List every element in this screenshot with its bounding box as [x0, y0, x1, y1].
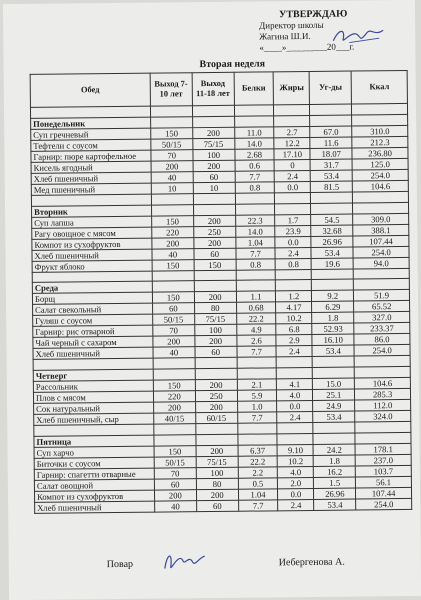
dish-value: 22.2	[238, 456, 278, 467]
empty-cell	[277, 433, 313, 444]
dish-name: Суп харчо	[34, 446, 154, 458]
approval-name: Жагина Ш.И.	[259, 30, 311, 42]
dish-value: 2.4	[277, 412, 313, 423]
dish-value: 327.0	[354, 312, 410, 324]
dish-value: 200	[195, 379, 237, 390]
dish-value: 22.2	[236, 313, 276, 324]
dish-value: 6.8	[276, 324, 312, 335]
empty-cell	[234, 105, 274, 116]
dish-value: 75/15	[193, 138, 235, 149]
dish-value: 40	[152, 248, 194, 259]
empty-cell	[154, 424, 196, 435]
approval-block	[259, 8, 409, 54]
empty-cell	[195, 358, 237, 369]
empty-cell	[235, 193, 275, 204]
dish-name: Гуляш с соусом	[33, 315, 153, 327]
dish-value: 6.37	[238, 445, 278, 456]
dish-value: 285.3	[355, 389, 411, 401]
dish-value: 104.6	[355, 378, 411, 390]
dish-value: 250	[193, 226, 235, 237]
dish-value: 60	[194, 248, 236, 259]
empty-cell	[352, 103, 408, 114]
dish-value: 50/15	[151, 138, 193, 149]
empty-cell	[151, 204, 193, 215]
menu-body	[30, 103, 411, 513]
dish-value: 7.7	[237, 412, 277, 423]
approval-title: УТВЕРЖДАЮ	[278, 8, 348, 21]
empty-cell	[353, 191, 409, 202]
dish-value: 52.93	[312, 323, 354, 334]
empty-cell	[153, 369, 195, 380]
empty-cell	[153, 358, 195, 369]
dish-value: 4.0	[278, 466, 314, 477]
empty-cell	[313, 433, 355, 444]
dish-value: 200	[196, 489, 238, 500]
dish-value: 0.0	[275, 236, 311, 247]
empty-cell	[313, 367, 355, 378]
dish-value: 18.07	[310, 148, 352, 159]
dish-value: 107.44	[356, 487, 412, 499]
dish-value: 11.0	[234, 127, 274, 138]
dish-value: 4.1	[277, 379, 313, 390]
signature-cook-icon	[159, 548, 209, 575]
dish-value: 11.6	[310, 137, 352, 148]
cook-label: Повар	[106, 558, 134, 571]
dish-value: 200	[154, 490, 196, 501]
column-header: Уг-ды	[309, 71, 351, 104]
dish-value: 1.8	[314, 455, 356, 466]
dish-value: 0	[274, 159, 310, 170]
dish-name: Гарнир: рис отварной	[33, 326, 153, 338]
dish-value: 4.9	[236, 324, 276, 335]
dish-value: 7.7	[235, 171, 275, 182]
dish-value: 150	[153, 380, 195, 391]
dish-value: 2.7	[274, 126, 310, 137]
dish-value: 150	[154, 446, 196, 457]
empty-cell	[310, 104, 352, 115]
empty-cell	[274, 115, 310, 126]
dish-value: 80	[196, 478, 238, 489]
dish-value: 7.7	[238, 500, 278, 511]
dish-value: 200	[153, 402, 195, 413]
empty-cell	[312, 356, 354, 367]
dish-value: 200	[193, 160, 235, 171]
empty-cell	[192, 105, 234, 116]
empty-cell	[277, 423, 313, 434]
empty-cell	[235, 203, 275, 214]
dish-value: 237.0	[355, 454, 411, 466]
dish-value: 1.0	[237, 401, 277, 412]
dish-value: 80	[194, 303, 236, 314]
empty-cell	[355, 422, 411, 433]
day-name: Пятница	[34, 435, 154, 447]
dish-value: 75/15	[196, 456, 238, 467]
dish-value: 200	[193, 215, 235, 226]
column-header: Выход 11-18 лет	[192, 72, 234, 105]
dish-value: 2.4	[275, 170, 311, 181]
dish-value: 70	[154, 468, 196, 479]
dish-value: 60	[193, 171, 235, 182]
dish-value: 200	[151, 160, 193, 171]
dish-value: 10.2	[278, 455, 314, 466]
empty-cell	[275, 203, 311, 214]
dish-value: 70	[153, 325, 195, 336]
dish-value: 254.0	[352, 169, 408, 181]
empty-cell	[193, 193, 235, 204]
dish-value: 14.0	[235, 225, 275, 236]
dish-value: 200	[153, 336, 195, 347]
dish-value: 67.0	[310, 126, 352, 137]
dish-value: 16.2	[314, 466, 356, 477]
dish-value: 4.0	[277, 390, 313, 401]
dish-value: 53.4	[313, 411, 355, 422]
dish-value: 112.0	[355, 400, 411, 412]
dish-value: 212.3	[352, 136, 408, 148]
empty-cell	[311, 192, 353, 203]
dish-value: 100	[194, 325, 236, 336]
dish-value: 94.0	[353, 257, 409, 269]
empty-cell	[313, 422, 355, 433]
dish-value: 86.0	[354, 334, 410, 346]
column-header: Обед	[30, 73, 150, 107]
dish-value: 200	[194, 237, 236, 248]
empty-cell	[237, 357, 277, 368]
dish-value: 220	[153, 391, 195, 402]
empty-cell	[194, 270, 236, 281]
dish-value: 150	[151, 215, 193, 226]
dish-value: 0.0	[277, 401, 313, 412]
dish-value: 60	[196, 500, 238, 511]
dish-name: Суп лапша	[32, 216, 152, 228]
empty-cell	[355, 432, 411, 444]
dish-value: 2.2	[238, 467, 278, 478]
dish-value: 0.0	[275, 181, 311, 192]
dish-value: 50/15	[154, 457, 196, 468]
dish-value: 7.7	[236, 247, 276, 258]
dish-value: 100	[196, 467, 238, 478]
empty-cell	[152, 270, 194, 281]
dish-value: 31.7	[310, 159, 352, 170]
empty-cell	[154, 435, 196, 446]
dish-value: 54.5	[311, 214, 353, 225]
dish-name: Мед пшеничный	[31, 183, 151, 195]
dish-value: 26.96	[311, 236, 353, 247]
dish-value: 7.7	[237, 346, 277, 357]
dish-value: 254.0	[353, 246, 409, 258]
dish-value: 22.3	[235, 214, 275, 225]
dish-value: 200	[196, 445, 238, 456]
empty-cell	[234, 116, 274, 127]
dish-value: 10.2	[276, 313, 312, 324]
dish-value: 107.44	[353, 235, 409, 247]
dish-value: 40	[151, 171, 193, 182]
day-name: Четверг	[33, 369, 153, 381]
dish-name: Компот из сухофруктов	[34, 490, 154, 502]
dish-value: 60/15	[195, 412, 237, 423]
dish-value: 81.5	[311, 181, 353, 192]
dish-value: 70	[151, 149, 193, 160]
column-header: Ккал	[351, 70, 407, 104]
dish-value: 15.0	[313, 378, 355, 389]
dish-name: Гарнир: пюре картофельное	[31, 150, 151, 162]
dish-value: 40	[153, 347, 195, 358]
day-name: Понедельник	[31, 117, 151, 129]
dish-value: 103.7	[355, 465, 411, 477]
empty-cell	[237, 423, 277, 434]
empty-cell	[193, 204, 235, 215]
dish-name: Салат овощной	[34, 479, 154, 491]
empty-cell	[276, 269, 312, 280]
dish-value: 1.5	[314, 477, 356, 488]
column-header: Жиры	[274, 71, 310, 104]
dish-name: Борщ	[32, 293, 152, 305]
dish-name: Фрукт яблоко	[32, 260, 152, 272]
dish-value: 12.2	[274, 137, 310, 148]
dish-name: Хлеб пшеничный	[33, 348, 153, 360]
dish-value: 310.0	[352, 125, 408, 137]
dish-value: 104.6	[352, 180, 408, 192]
dish-value: 26.96	[314, 488, 356, 499]
dish-name: Кисель ягодный	[31, 161, 151, 173]
dish-value: 309.0	[353, 213, 409, 225]
empty-cell	[354, 356, 410, 367]
approval-position: Директор школы	[259, 19, 324, 31]
dish-value: 53.4	[311, 170, 353, 181]
dish-name: Компот из сухофруктов	[32, 238, 152, 250]
dish-value: 50/15	[153, 314, 195, 325]
dish-value: 2.4	[276, 346, 312, 357]
day-name: Среда	[32, 282, 152, 294]
dish-value: 2.9	[276, 335, 312, 346]
dish-value: 254.0	[356, 498, 412, 510]
dish-value: 16.10	[312, 334, 354, 345]
dish-value: 2.0	[278, 477, 314, 488]
dish-value: 150	[151, 127, 193, 138]
week-title: Вторая неделя	[199, 58, 266, 71]
dish-value: 10	[193, 182, 235, 193]
dish-value: 53.4	[314, 499, 356, 510]
dish-value: 60	[154, 479, 196, 490]
empty-cell	[151, 193, 193, 204]
dish-name: Хлеб пшеничный	[31, 172, 151, 184]
empty-cell	[352, 114, 408, 126]
menu-sheet	[3, 0, 421, 600]
dish-value: 75/15	[194, 314, 236, 325]
dish-value: 24.2	[313, 444, 355, 455]
dish-value: 9.10	[277, 444, 313, 455]
empty-cell	[312, 279, 354, 290]
dish-name: Хлеб пшеничный	[32, 249, 152, 261]
empty-cell	[195, 368, 237, 379]
dish-value: 65.52	[354, 301, 410, 313]
dish-value: 4.17	[276, 302, 312, 313]
empty-cell	[276, 280, 312, 291]
dish-value: 9.2	[312, 290, 354, 301]
dish-value: 25.1	[313, 389, 355, 400]
empty-cell	[275, 192, 311, 203]
dish-value: 2.68	[234, 149, 274, 160]
dish-value: 53.4	[312, 345, 354, 356]
dish-value: 150	[194, 259, 236, 270]
empty-cell	[310, 115, 352, 126]
dish-value: 250	[195, 390, 237, 401]
dish-value: 40	[154, 501, 196, 512]
empty-cell	[354, 279, 410, 291]
day-name: Вторник	[32, 205, 152, 217]
dish-name: Гарнир: спагетти отварные	[34, 468, 154, 480]
dish-name: Рассольник	[33, 380, 153, 392]
dish-name: Рагу овощное с мясом	[32, 227, 152, 239]
dish-value: 23.9	[275, 225, 311, 236]
dish-value: 0.8	[236, 258, 276, 269]
empty-cell	[237, 434, 277, 445]
menu-table	[30, 70, 413, 514]
empty-cell	[353, 202, 409, 214]
dish-name: Хлеб пшеничный, сыр	[34, 413, 154, 425]
empty-cell	[196, 423, 238, 434]
dish-value: 0.6	[235, 160, 275, 171]
approval-date: «____»_________20___г.	[259, 41, 355, 53]
empty-cell	[150, 116, 192, 127]
dish-value: 100	[193, 149, 235, 160]
empty-cell	[196, 434, 238, 445]
dish-value: 14.0	[234, 138, 274, 149]
empty-cell	[152, 281, 194, 292]
dish-value: 5.9	[237, 390, 277, 401]
dish-value: 150	[152, 259, 194, 270]
dish-name: Сок натуральный	[34, 402, 154, 414]
dish-value: 2.6	[236, 335, 276, 346]
dish-value: 0.68	[236, 302, 276, 313]
dish-value: 200	[152, 237, 194, 248]
dish-value: 220	[152, 226, 194, 237]
empty-cell	[236, 269, 276, 280]
dish-value: 324.0	[355, 411, 411, 423]
dish-value: 1.7	[275, 214, 311, 225]
dish-value: 254.0	[354, 345, 410, 357]
dish-name: Чай черный с сахаром	[33, 337, 153, 349]
empty-cell	[354, 367, 410, 379]
dish-value: 150	[152, 292, 194, 303]
empty-cell	[277, 357, 313, 368]
dish-value: 53.4	[311, 247, 353, 258]
dish-value: 2.4	[275, 247, 311, 258]
empty-cell	[312, 269, 354, 280]
dish-value: 1.8	[312, 312, 354, 323]
empty-cell	[353, 268, 409, 279]
dish-value: 200	[192, 127, 234, 138]
empty-cell	[236, 280, 276, 291]
dish-value: 2.1	[237, 379, 277, 390]
cook-name: Иебергенова А.	[278, 556, 345, 569]
dish-value: 17.10	[274, 148, 310, 159]
empty-cell	[237, 368, 277, 379]
dish-value: 1.1	[236, 291, 276, 302]
dish-value: 0.0	[278, 488, 314, 499]
dish-value: 1.04	[238, 489, 278, 500]
dish-value: 236.80	[352, 147, 408, 159]
dish-value: 51.9	[354, 290, 410, 302]
column-header: Белки	[234, 72, 274, 105]
empty-cell	[194, 281, 236, 292]
dish-value: 125.0	[352, 158, 408, 170]
column-header: Выход 7-10 лет	[150, 73, 192, 106]
dish-name: Салат свекольный	[33, 304, 153, 316]
dish-value: 0.5	[238, 478, 278, 489]
dish-name: Плов с мясом	[33, 391, 153, 403]
dish-name: Суп гречневый	[31, 128, 151, 140]
dish-name: Биточки с соусом	[34, 457, 154, 469]
dish-value: 56.1	[356, 476, 412, 488]
dish-value: 19.6	[311, 258, 353, 269]
dish-value: 32.68	[311, 225, 353, 236]
dish-value: 2.4	[278, 499, 314, 510]
dish-value: 200	[195, 336, 237, 347]
empty-cell	[192, 116, 234, 127]
dish-value: 24.9	[313, 400, 355, 411]
dish-value: 0.8	[235, 182, 275, 193]
dish-value: 1.04	[235, 236, 275, 247]
dish-value: 0.8	[276, 258, 312, 269]
dish-value: 200	[194, 292, 236, 303]
dish-name: Тефтели с соусом	[31, 139, 151, 151]
dish-value: 388.1	[353, 224, 409, 236]
dish-value: 178.1	[355, 443, 411, 455]
signature-director-icon	[329, 24, 389, 47]
dish-value: 6.29	[312, 301, 354, 312]
dish-value: 40/15	[154, 413, 196, 424]
dish-value: 233.37	[354, 323, 410, 335]
dish-value: 60	[195, 347, 237, 358]
dish-value: 60	[152, 303, 194, 314]
dish-value: 10	[151, 182, 193, 193]
header-row	[30, 70, 407, 107]
dish-name: Хлеб пшеничный	[35, 501, 155, 513]
dish-value: 1.2	[276, 291, 312, 302]
dish-value: 200	[195, 401, 237, 412]
empty-cell	[274, 104, 310, 115]
empty-cell	[311, 203, 353, 214]
empty-cell	[277, 368, 313, 379]
empty-cell	[150, 106, 192, 117]
